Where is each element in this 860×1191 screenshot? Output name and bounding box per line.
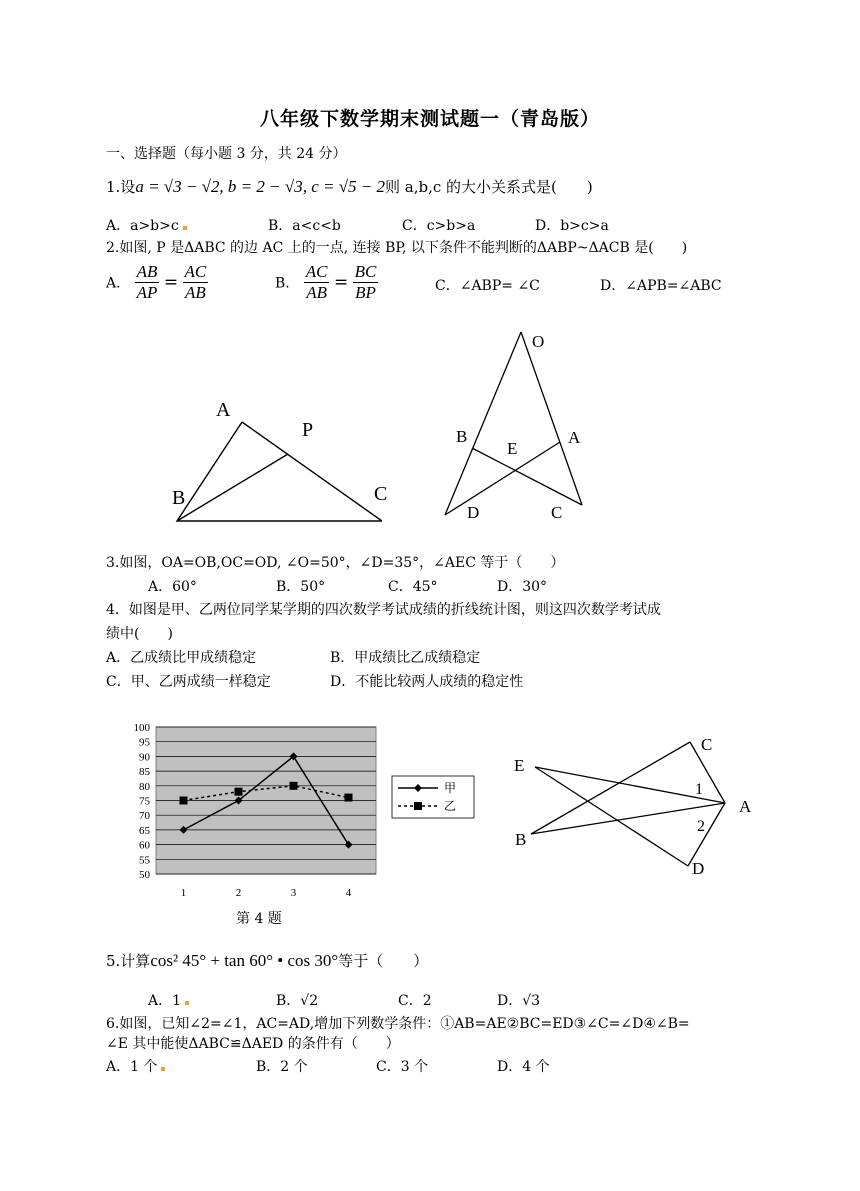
score-line-chart bbox=[110, 712, 490, 912]
page-title: 八年级下数学期末测试题一（青岛版） bbox=[259, 108, 600, 130]
question-4-stem-line1: 4．如图是甲、乙两位同学某学期的四次数学考试成绩的折线统计图，则这四次数学考试成 bbox=[106, 602, 661, 618]
label-a: A bbox=[739, 797, 752, 816]
y-tick-label: 60 bbox=[139, 839, 150, 852]
legend-marker bbox=[414, 802, 422, 810]
x-tick-label: 2 bbox=[235, 887, 242, 899]
question-4-option-b: B．甲成绩比乙成绩稳定 bbox=[330, 650, 481, 666]
x-tick-label: 1 bbox=[180, 887, 187, 899]
question-1-option-a: A．a>b>c bbox=[106, 215, 187, 235]
question-5-option-d: D．√3 bbox=[497, 993, 541, 1009]
label-d: D bbox=[467, 503, 480, 522]
question-1-option-d: D．b>c>a bbox=[535, 218, 609, 234]
label-d: D bbox=[692, 859, 705, 878]
question-6-option-d: D．4 个 bbox=[497, 1059, 550, 1075]
y-tick-label: 80 bbox=[139, 780, 150, 793]
y-tick-label: 70 bbox=[139, 810, 150, 823]
question-5-option-b: B．√2 bbox=[276, 993, 319, 1009]
question-1-option-c: C．c>b>a bbox=[402, 218, 476, 234]
label-o: O bbox=[532, 332, 545, 351]
question-4-option-c: C．甲、乙两成绩一样稳定 bbox=[106, 674, 271, 690]
x-tick-label: 3 bbox=[290, 887, 297, 899]
data-point bbox=[290, 782, 298, 790]
question-1-stem: 1.设a = √3 − √2, b = 2 − √3, c = √5 − 2则 a,b,c 的大小关系式是( ) bbox=[106, 177, 593, 196]
question-6-option-a: A．1 个 bbox=[106, 1056, 165, 1076]
question-1-expression: a = √3 − √2, b = 2 − √3, c = √5 − 2 bbox=[135, 177, 386, 196]
question-2-stem: 2.如图, P 是ΔABC 的边 AC 上的一点, 连接 BP, 以下条件不能判断的ΔABP~ΔACB 是( ) bbox=[106, 240, 688, 256]
legend-label: 甲 bbox=[444, 781, 457, 795]
label-b: B bbox=[515, 830, 527, 849]
question-6-option-c: C．3 个 bbox=[376, 1059, 429, 1075]
question-6-stem-line2: ∠E 其中能使ΔABC≌ΔAED 的条件有（ ） bbox=[106, 1036, 400, 1052]
y-tick-label: 100 bbox=[133, 722, 150, 734]
question-2-option-d: D．∠APB=∠ABC bbox=[600, 278, 722, 294]
question-5-expression: cos² 45° + tan 60° • cos 30° bbox=[150, 951, 339, 970]
y-tick-label: 95 bbox=[139, 736, 150, 749]
question-2-option-b: B． $\frac{AC}{AB}$ = $\frac{BC}{BP}$ bbox=[275, 262, 377, 302]
data-point bbox=[180, 797, 188, 805]
y-tick-label: 85 bbox=[139, 766, 150, 779]
question-5-option-c: C．2 bbox=[398, 993, 432, 1009]
label-e: E bbox=[507, 439, 518, 458]
question-6-stem-line1: 6.如图，已知∠2=∠1，AC=AD,增加下列数学条件：①AB=AE②BC=ED③∠C=∠D④∠B= bbox=[106, 1016, 690, 1032]
label-e: E bbox=[514, 756, 525, 775]
label-a: A bbox=[568, 428, 581, 447]
label-b: B bbox=[456, 427, 468, 446]
y-tick-label: 65 bbox=[139, 824, 150, 837]
y-tick-label: 75 bbox=[139, 795, 150, 808]
chart-caption: 第 4 题 bbox=[236, 911, 282, 927]
label-c: C bbox=[374, 483, 388, 505]
question-3-option-c: C．45° bbox=[388, 579, 438, 595]
y-tick-label: 90 bbox=[139, 751, 150, 764]
question-4-stem-line2: 绩中( ) bbox=[106, 626, 173, 642]
label-p: P bbox=[302, 419, 314, 441]
question-4-option-a: A．乙成绩比甲成绩稳定 bbox=[106, 650, 257, 666]
question-2-option-c: C．∠ABP= ∠C bbox=[435, 278, 540, 294]
legend-box bbox=[392, 776, 474, 818]
data-point bbox=[345, 794, 353, 802]
question-1-option-b: B．a<c<b bbox=[268, 218, 341, 234]
label-c: C bbox=[551, 503, 563, 522]
question-3-option-b: B．50° bbox=[276, 579, 326, 595]
angle-label-1: 1 bbox=[695, 781, 703, 798]
question-3-stem: 3.如图，OA=OB,OC=OD, ∠O=50°，∠D=35°，∠AEC 等于（ ） bbox=[106, 555, 565, 571]
question-2-option-a: A． $\frac{AB}{AP}$ = $\frac{AC}{AB}$ bbox=[106, 262, 207, 302]
question-6-option-b: B．2 个 bbox=[256, 1059, 308, 1075]
x-tick-label: 4 bbox=[345, 887, 352, 899]
question-4-option-d: D．不能比较两人成绩的稳定性 bbox=[330, 674, 524, 690]
figure-triangle-abp bbox=[160, 390, 410, 535]
question-3-option-a: A．60° bbox=[148, 579, 197, 595]
legend-label: 乙 bbox=[444, 799, 457, 813]
data-point bbox=[235, 788, 243, 796]
figure-q6-triangles bbox=[505, 730, 765, 880]
angle-label-2: 2 bbox=[697, 818, 705, 835]
label-b: B bbox=[172, 487, 186, 509]
section-heading: 一、选择题（每小题 3 分，共 24 分） bbox=[106, 146, 347, 162]
y-tick-label: 55 bbox=[139, 854, 150, 867]
label-c: C bbox=[701, 735, 713, 754]
question-5-stem: 5.计算cos² 45° + tan 60° • cos 30°等于（ ） bbox=[106, 951, 429, 970]
figure-q3-crossed-lines bbox=[430, 325, 600, 525]
y-tick-label: 50 bbox=[139, 869, 150, 881]
label-a: A bbox=[216, 399, 231, 421]
question-3-option-d: D．30° bbox=[497, 579, 548, 595]
question-5-option-a: A．1 bbox=[148, 990, 189, 1010]
